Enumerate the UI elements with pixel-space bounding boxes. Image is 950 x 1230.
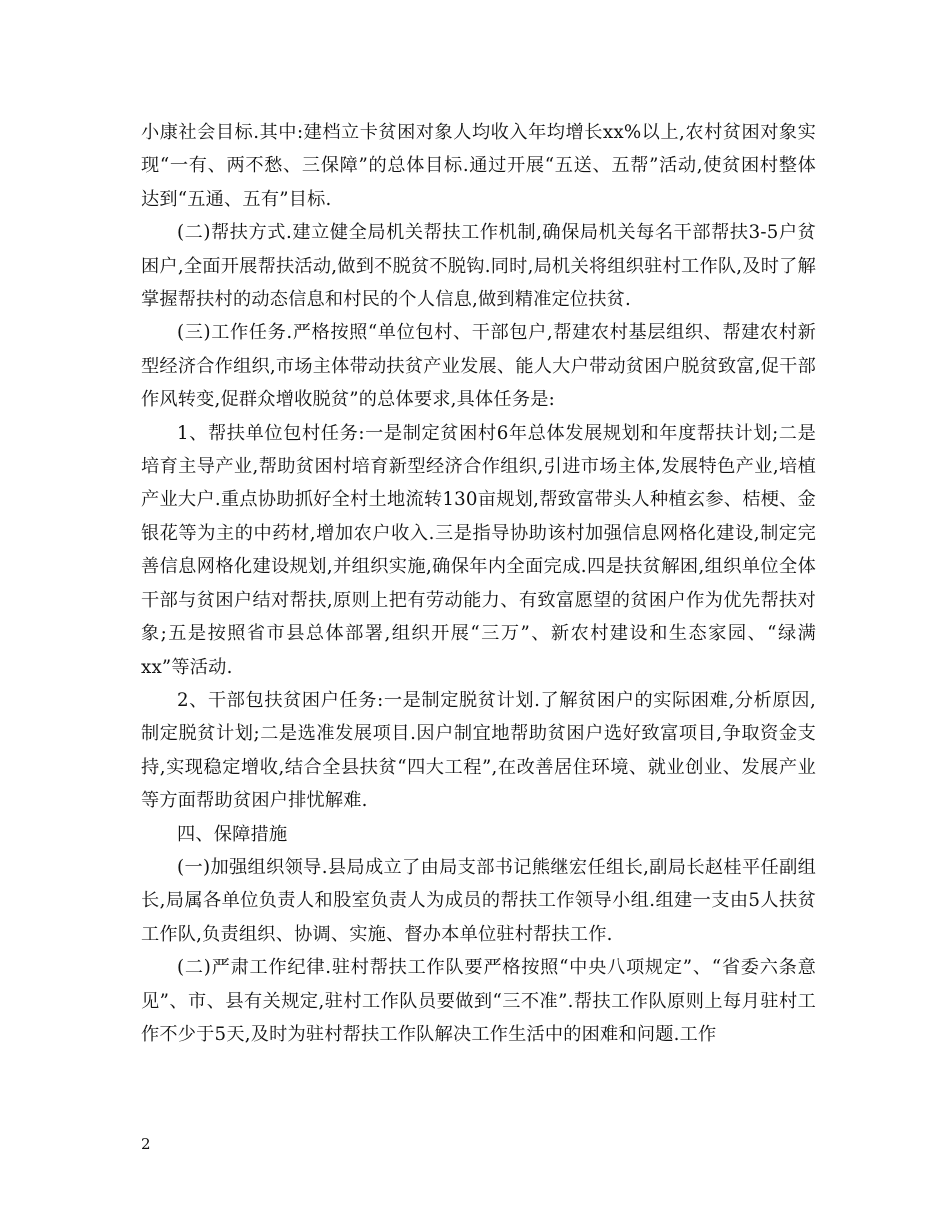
paragraph-work-tasks: (三)工作任务.严格按照“单位包村、干部包户,帮建农村基层组织、帮建农村新型经济合作组织,市场主体带动扶贫产业发展、能人大户带动贫困户脱贫致富,促干部作风转变,促群众增收脱贫”的总体要求,具体任务是: — [141, 322, 816, 411]
paragraph-assistance-method: (二)帮扶方式.建立健全局机关帮扶工作机制,确保局机关每名干部帮扶3-5户贫困户,全面开展帮扶活动,做到不脱贫不脱钩.同时,局机关将组织驻村工作队,及时了解掌握帮扶村的动态信息和村民的个人信息,做到精准定位扶贫. — [141, 222, 816, 311]
paragraph-organization-leadership: (一)加强组织领导.县局成立了由局支部书记熊继宏任组长,副局长赵桂平任副组长,局属各单位负责人和股室负责人为成员的帮扶工作领导小组.组建一支由5人扶贫工作队,负责组织、协调、实施、督办本单位驻村帮扶工作. — [141, 856, 816, 945]
document-body — [141, 116, 816, 1051]
page-number: 2 — [141, 1135, 151, 1153]
paragraph-cadre-household-tasks: 2、干部包扶贫困户任务:一是制定脱贫计划.了解贫困户的实际困难,分析原因,制定脱贫计划;二是选准发展项目.因户制宜地帮助贫困户选好致富项目,争取资金支持,实现稳定增收,结合全县扶贫“四大工程”,在改善居住环境、就业创业、发展产业等方面帮助贫困户排忧解难. — [141, 689, 816, 812]
paragraph-goal: 小康社会目标.其中:建档立卡贫困对象人均收入年均增长xx%以上,农村贫困对象实现“一有、两不愁、三保障”的总体目标.通过开展“五送、五帮”活动,使贫困村整体达到“五通、五有”目标. — [141, 122, 816, 210]
paragraph-unit-village-tasks: 1、帮扶单位包村任务:一是制定贫困村6年总体发展规划和年度帮扶计划;二是培育主导产业,帮助贫困村培育新型经济合作组织,引进市场主体,发展特色产业,培植产业大户.重点协助抓好全村土地流转130亩规划,帮致富带头人种植玄参、桔梗、金银花等为主的中药材,增加农户收入.三是指导协助该村加强信息网格化建设,制定完善信息网格化建设规划,并组织实施,确保年内全面完成.四是扶贫解困,组织单位全体干部与贫困户结对帮扶,原则上把有劳动能力、有致富愿望的贫困户作为优先帮扶对象;五是按照省市县总体部署,组织开展“三万”、新农村建设和生态家园、“绿满xx”等活动. — [141, 422, 816, 678]
section-heading-safeguards: 四、保障措施 — [177, 823, 288, 845]
paragraph-work-discipline: (二)严肃工作纪律.驻村帮扶工作队要严格按照“中央八项规定”、“省委六条意见”、市、县有关规定,驻村工作队员要做到“三不准”.帮扶工作队原则上每月驻村工作不少于5天,及时为驻村帮扶工作队解决工作生活中的困难和问题.工作 — [141, 957, 816, 1045]
